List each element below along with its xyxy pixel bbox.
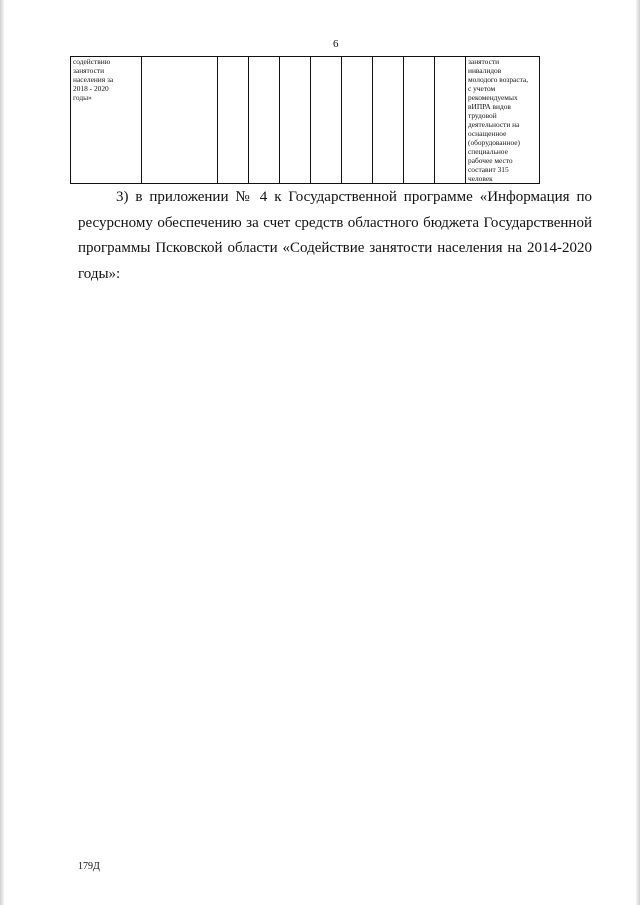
table-cell-description bbox=[71, 57, 142, 184]
table-cell-empty bbox=[342, 57, 373, 184]
table-cell-empty bbox=[404, 57, 435, 184]
document-code: 179Д bbox=[78, 861, 100, 872]
table-cell-empty bbox=[249, 57, 280, 184]
table-cell-empty bbox=[280, 57, 311, 184]
cell-text: занятости инвалидов молодого возраста, с учетом рекомендуемых вИПРА видов трудовой деятельности на оснащенное (оборудованное) специальное рабочее место составит 315 человек bbox=[468, 57, 529, 183]
table-cell-empty bbox=[311, 57, 342, 184]
continued-table bbox=[70, 56, 540, 184]
table-cell-empty bbox=[218, 57, 249, 184]
table-cell-empty bbox=[373, 57, 404, 184]
table-cell-empty bbox=[435, 57, 466, 184]
table-row bbox=[71, 57, 540, 184]
scan-edge-right bbox=[636, 0, 640, 905]
table-cell-result bbox=[466, 57, 540, 184]
scan-edge-left bbox=[0, 0, 4, 905]
page-number: 6 bbox=[333, 38, 339, 50]
table-cell-empty bbox=[142, 57, 218, 184]
cell-text: содействию занятости населения за 2018 - 2020 годы» bbox=[73, 57, 114, 102]
body-paragraph: 3) в приложении № 4 к Государственной программе «Информация по ресурсному обеспечению за счет средств областного бюджета Государственной программы Псковской области «Содействие занятости населения на 2014-2020 годы»: bbox=[78, 189, 592, 282]
